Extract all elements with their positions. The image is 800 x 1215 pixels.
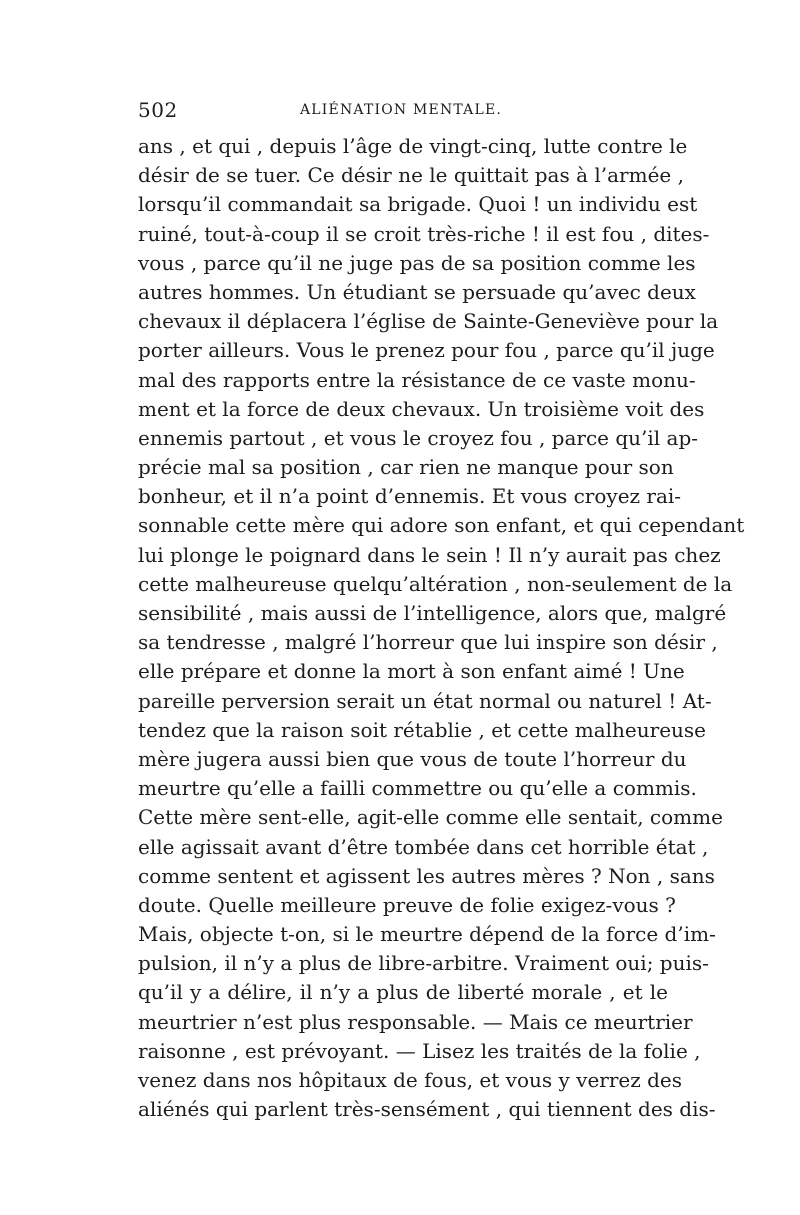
- page-number: 502: [138, 98, 178, 122]
- body-text: [138, 132, 745, 1124]
- text-line: raisonne , est prévoyant. — Lisez les traités de la folie ,: [138, 1038, 701, 1063]
- text-line: Mais, objecte t-on, si le meurtre dépend de la force d’im-: [138, 922, 716, 947]
- text-line: venez dans nos hôpitaux de fous, et vous y verrez des: [138, 1068, 683, 1092]
- text-line: sensibilité , mais aussi de l’intelligence, alors que, malgré: [138, 601, 727, 625]
- text-line: Cette mère sent-elle, agit-elle comme elle sentait, comme: [138, 805, 723, 830]
- text-line: comme sentent et agissent les autres mères ? Non , sans: [138, 863, 715, 888]
- text-line: elle prépare et donne la mort à son enfant aimé ! Une: [138, 659, 685, 684]
- text-line: meurtre qu’elle a failli commettre ou qu’elle a commis.: [138, 776, 697, 801]
- text-line: pareille perversion serait un état normal ou naturel ! At-: [138, 688, 712, 713]
- text-line: chevaux il déplacera l’église de Sainte-Geneviève pour la: [138, 309, 719, 334]
- page-header: [138, 98, 670, 126]
- text-line: désir de se tuer. Ce désir ne le quittait pas à l’armée ,: [138, 163, 684, 188]
- running-title: ALIÉNATION MENTALE.: [300, 102, 503, 118]
- text-line: elle agissait avant d’être tombée dans cet horrible état ,: [138, 834, 709, 859]
- text-line: ennemis partout , et vous le croyez fou , parce qu’il ap-: [138, 425, 699, 450]
- text-line: mal des rapports entre la résistance de ce vaste monu-: [138, 367, 696, 392]
- text-line: ruiné, tout-à-coup il se croit très-riche ! il est fou , dites-: [138, 221, 710, 246]
- text-line: bonheur, et il n’a point d’ennemis. Et vous croyez rai-: [138, 484, 682, 509]
- text-line: meurtrier n’est plus responsable. — Mais ce meurtrier: [138, 1009, 693, 1034]
- text-line: cette malheureuse quelqu’altération , non-seulement de la: [138, 571, 733, 596]
- text-line: ans , et qui , depuis l’âge de vingt-cinq, lutte contre le: [138, 134, 688, 158]
- text-line: lui plonge le poignard dans le sein ! Il n’y aurait pas chez: [138, 542, 721, 567]
- text-line: sonnable cette mère qui adore son enfant, et qui cependant: [138, 513, 745, 538]
- text-line: pulsion, il n’y a plus de libre-arbitre. Vraiment oui; puis-: [138, 951, 709, 976]
- text-line: tendez que la raison soit rétablie , et cette malheureuse: [138, 717, 707, 742]
- text-line: porter ailleurs. Vous le prenez pour fou , parce qu’il juge: [138, 338, 715, 363]
- text-line: doute. Quelle meilleure preuve de folie exigez-vous ?: [138, 892, 676, 917]
- text-line: qu’il y a délire, il n’y a plus de liberté morale , et le: [138, 980, 668, 1005]
- text-line: mère jugera aussi bien que vous de toute l’horreur du: [138, 746, 687, 771]
- text-line: précie mal sa position , car rien ne manque pour son: [138, 455, 674, 480]
- text-line: aliénés qui parlent très-sensément , qui tiennent des dis-: [138, 1097, 716, 1122]
- text-line: ment et la force de deux chevaux. Un troisième voit des: [138, 396, 705, 421]
- text-line: lorsqu’il commandait sa brigade. Quoi ! un individu est: [138, 192, 698, 217]
- text-line: autres hommes. Un étudiant se persuade qu’avec deux: [138, 279, 696, 304]
- text-line: sa tendresse , malgré l’horreur que lui inspire son désir ,: [138, 630, 718, 655]
- text-line: vous , parce qu’il ne juge pas de sa position comme les: [138, 250, 696, 275]
